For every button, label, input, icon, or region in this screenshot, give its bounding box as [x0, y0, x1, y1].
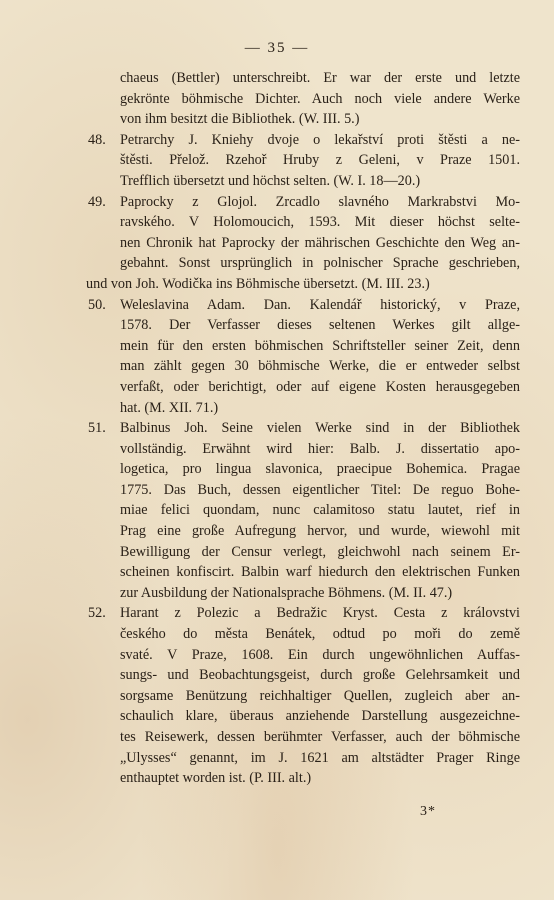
entry-number: 48.	[88, 131, 106, 148]
text-line: sungs- und Beobachtungsgeist, durch große Gelehrsamkeit und	[120, 667, 520, 684]
entry-number: 50.	[88, 296, 106, 313]
text-line: scheinen konfiscirt. Balbin warf hiedurch den elektrischen Funken	[120, 564, 520, 581]
body-text	[88, 68, 520, 789]
text-line: zur Ausbildung der Nationalsprache Böhmens. (M. II. 47.)	[120, 584, 453, 601]
text-line: gekrönte böhmische Dichter. Auch noch viele andere Werke	[120, 90, 520, 107]
text-line: hat. (M. XII. 71.)	[120, 399, 219, 416]
text-line: enthauptet worden ist. (P. III. alt.)	[120, 770, 312, 787]
text-line: verfaßt, oder berichtigt, oder auf eigene Kosten herausgegeben	[120, 378, 520, 395]
text-line: gebahnt. Sonst ursprünglich in polnischer Sprache geschrieben,	[120, 255, 520, 272]
entry-50-line: 50. Weleslavina Adam. Dan. Kalendář historický, v Praze,	[88, 295, 520, 316]
signature-mark: 3*	[420, 804, 436, 819]
text-line: Prag eine große Aufregung hervor, und wurde, wiewohl mit	[120, 523, 520, 540]
text-line: českého do města Benátek, odtud po moři do země	[120, 626, 520, 643]
entry-51-line: 51. Balbinus Joh. Seine vielen Werke sind in der Bibliothek	[88, 418, 520, 439]
text-line: und von Joh. Wodička ins Böhmische übersetzt. (M. III. 23.)	[86, 275, 430, 292]
text-line: miae felici quondam, nunc calamitoso statu lautet, rief in	[120, 502, 520, 519]
text-line: „Ulysses“ genannt, im J. 1621 am altstädter Prager Ringe	[120, 749, 520, 766]
text-line: nen Chronik hat Paprocky der mährischen Geschichte den Weg an-	[120, 234, 520, 251]
text-line: štěsti. Přelož. Rzehoř Hruby z Geleni, v Praze 1501.	[120, 152, 520, 169]
text-line: schaulich klare, überaus anziehende Darstellung ausgezeichne-	[120, 708, 520, 725]
text-line: man zählt gegen 30 böhmische Werke, die er entweder selbst	[120, 358, 520, 375]
text-line: Bewilligung der Censur verlegt, gleichwohl nach seinem Er-	[120, 543, 520, 560]
text-line: 1775. Das Buch, dessen eigentlicher Titel: De reguo Bohe-	[120, 481, 520, 498]
text-line: sorgsame Benützung reichhaltiger Quellen, zugleich aber an-	[120, 687, 520, 704]
entry-52-line: 52. Harant z Polezic a Bedražic Kryst. Cesta z královstvi	[88, 603, 520, 624]
text-line: chaeus (Bettler) unterschreibt. Er war der erste und letzte	[120, 70, 520, 86]
entry-number: 51.	[88, 420, 106, 437]
text-line: mein für den ersten böhmischen Schriftsteller seiner Zeit, denn	[120, 337, 520, 354]
text-line: 1578. Der Verfasser dieses seltenen Werkes gilt allge-	[120, 317, 520, 334]
page-number: — 35 —	[244, 40, 310, 56]
entry-49-line: 49. Paprocky z Glojol. Zrcadlo slavného Markrabstvi Mo-	[88, 192, 520, 213]
text-line: Trefflich übersetzt und höchst selten. (W. I. 18—20.)	[120, 172, 421, 189]
text-line: logetica, pro lingua slavonica, praecipue Bohemica. Pragae	[120, 461, 520, 478]
entry-number: 52.	[88, 605, 106, 622]
text-line: ravského. V Holomoucich, 1593. Mit dieser höchst selte-	[120, 214, 520, 231]
entry-48-line: 48. Petrarchy J. Kniehy dvoje o lekařství proti štěsti a ne-	[88, 130, 520, 151]
text-line: tes Reisewerk, dessen berühmter Verfasser, auch der böhmische	[120, 729, 520, 745]
text-line: svaté. V Praze, 1608. Ein durch ungewöhnlichen Auffas-	[120, 646, 520, 663]
text-line: von ihm besitzt die Bibliothek. (W. III. 5.)	[120, 111, 360, 128]
text-line: vollständig. Erwähnt wird hier: Balb. J. dissertatio apo-	[120, 440, 520, 457]
entry-number: 49.	[88, 193, 106, 210]
